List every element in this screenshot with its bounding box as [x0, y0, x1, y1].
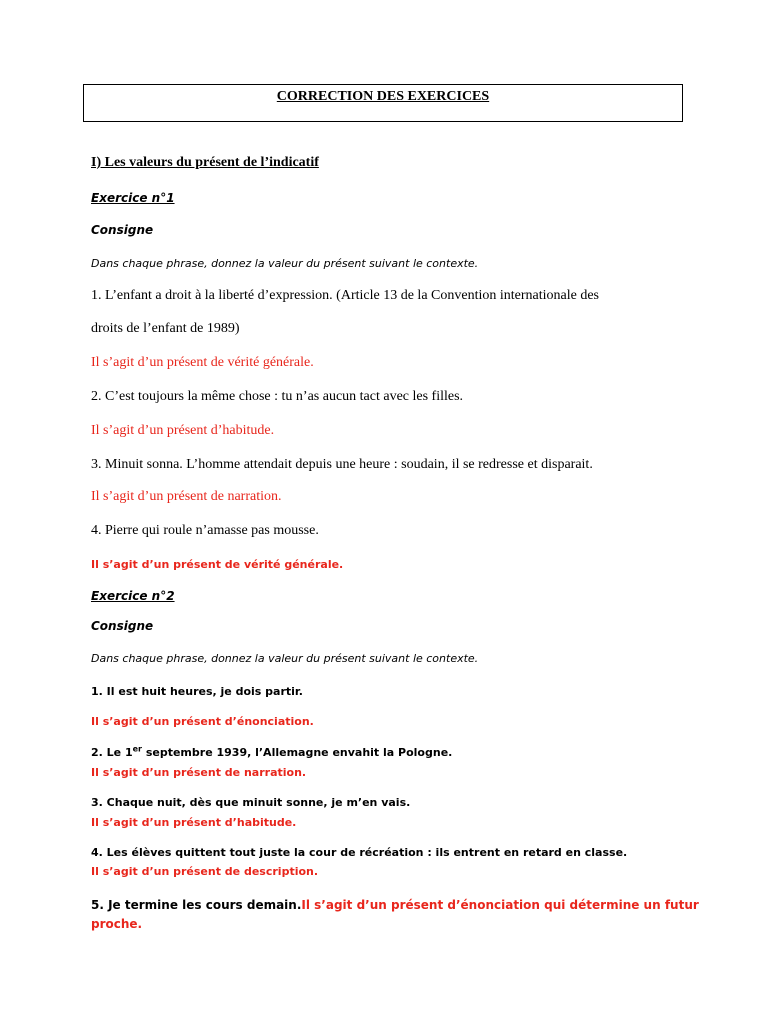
exercise-2-instruction: Dans chaque phrase, donnez la valeur du présent suivant le contexte. — [91, 652, 479, 665]
ex1-answer-3: Il s’agit d’un présent de narration. — [91, 489, 282, 504]
title-box — [83, 84, 683, 122]
ex2-question-4: 4. Les élèves quittent tout juste la cour de récréation : ils entrent en retard en classe. — [91, 846, 628, 859]
exercise-1-consigne-label: Consigne — [91, 223, 154, 237]
ex1-answer-4: Il s’agit d’un présent de vérité générale. — [91, 558, 344, 571]
ex2-question-2 — [91, 746, 452, 759]
ex2-answer-5-line1: Il s’agit d’un présent d’énonciation qui détermine un futur — [301, 898, 699, 912]
ex1-question-1-line1: 1. L’enfant a droit à la liberté d’expression. (Article 13 de la Convention internationale des — [91, 288, 599, 303]
ex1-question-3: 3. Minuit sonna. L’homme attendait depuis une heure : soudain, il se redresse et disparait. — [91, 457, 593, 472]
section-title: I) Les valeurs du présent de l’indicatif — [91, 155, 319, 170]
ex2-question-2-post: septembre 1939, l’Allemagne envahit la Pologne. — [142, 746, 453, 759]
ex2-question-1: 1. Il est huit heures, je dois partir. — [91, 685, 303, 698]
exercise-2-title: Exercice n°2 — [91, 589, 175, 603]
ex1-answer-2: Il s’agit d’un présent d’habitude. — [91, 423, 275, 438]
ex2-question-5: 5. Je termine les cours demain. — [91, 898, 302, 912]
ex2-question-2-superscript: er — [132, 744, 142, 754]
exercise-2-consigne-label: Consigne — [91, 619, 154, 633]
page-title: CORRECTION DES EXERCICES — [276, 89, 490, 104]
ex2-answer-4: Il s’agit d’un présent de description. — [91, 865, 319, 878]
ex2-answer-2: Il s’agit d’un présent de narration. — [91, 766, 307, 779]
ex2-answer-5-line2: proche. — [91, 917, 143, 931]
ex2-question-3: 3. Chaque nuit, dès que minuit sonne, je m’en vais. — [91, 796, 411, 809]
ex1-question-4: 4. Pierre qui roule n’amasse pas mousse. — [91, 523, 319, 538]
exercise-1-instruction: Dans chaque phrase, donnez la valeur du présent suivant le contexte. — [91, 257, 479, 270]
ex1-question-1-line2: droits de l’enfant de 1989) — [91, 321, 240, 336]
ex2-question-2-pre: 2. Le 1 — [91, 746, 133, 759]
ex2-item-5 — [91, 896, 699, 914]
ex1-answer-1: Il s’agit d’un présent de vérité générale. — [91, 355, 314, 370]
ex2-answer-3: Il s’agit d’un présent d’habitude. — [91, 816, 297, 829]
ex2-answer-1: Il s’agit d’un présent d’énonciation. — [91, 715, 314, 728]
ex1-question-2: 2. C’est toujours la même chose : tu n’as aucun tact avec les filles. — [91, 389, 464, 404]
exercise-1-title: Exercice n°1 — [91, 191, 175, 205]
